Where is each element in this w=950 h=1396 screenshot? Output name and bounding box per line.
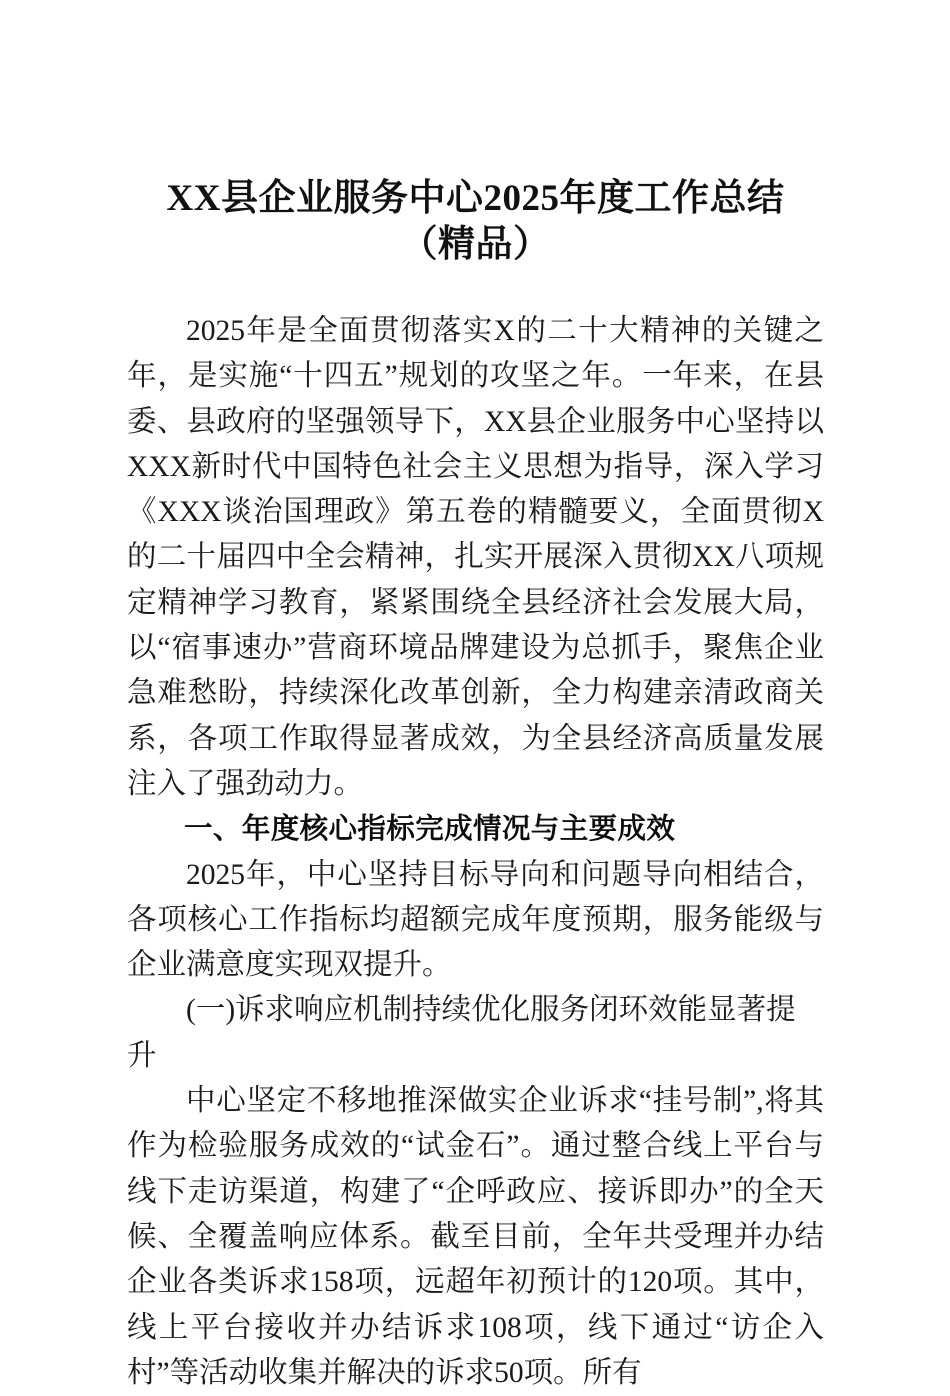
paragraph-intro: 2025年是全面贯彻落实X的二十大精神的关键之年，是实施“十四五”规划的攻坚之年。一年来，在县委、县政府的坚强领导下，XX县企业服务中心坚持以XXX新时代中国特色社会主义思想为指导，深入学习《XXX谈治国理政》第五卷的精髓要义，全面贯彻X的二十届四中全会精神，扎实开展深入贯彻XX八项规定精神学习教育，紧紧围绕全县经济社会发展大局，以“宿事速办”营商环境品牌建设为总抓手，聚焦企业急难愁盼，持续深化改革创新，全力构建亲清政商关系，各项工作取得显著成效，为全县经济高质量发展注入了强劲动力。 [127,315,824,800]
subsection-heading-one-a: (一)诉求响应机制持续优化服务闭环效能显著提升 [127,994,796,1072]
page-title-line-2: （精品） [400,224,551,265]
document-title-block [127,176,824,268]
document-content [127,309,824,1396]
section-heading-one: 一、年度核心指标完成情况与主要成效 [184,813,676,846]
page-title-line-1: XX县企业服务中心2025年度工作总结 [166,178,785,219]
page-title [127,176,824,268]
paragraph-section-one-intro: 2025年，中心坚持目标导向和问题导向相结合，各项核心工作指标均超额完成年度预期，服务能级与企业满意度实现双提升。 [127,858,824,982]
paragraph-subsection-one-a-body: 中心坚定不移地推深做实企业诉求“挂号制”,将其作为检验服务成效的“试金石”。通过整合线上平台与线下走访渠道，构建了“企呼政应、接诉即办”的全天候、全覆盖响应体系。截至目前，全年共受理并办结企业各类诉求158项，远超年初预计的120项。其中，线上平台接收并办结诉求108项，线下通过“访企入村”等活动收集并解决的诉求50项。所有 [127,1085,824,1389]
